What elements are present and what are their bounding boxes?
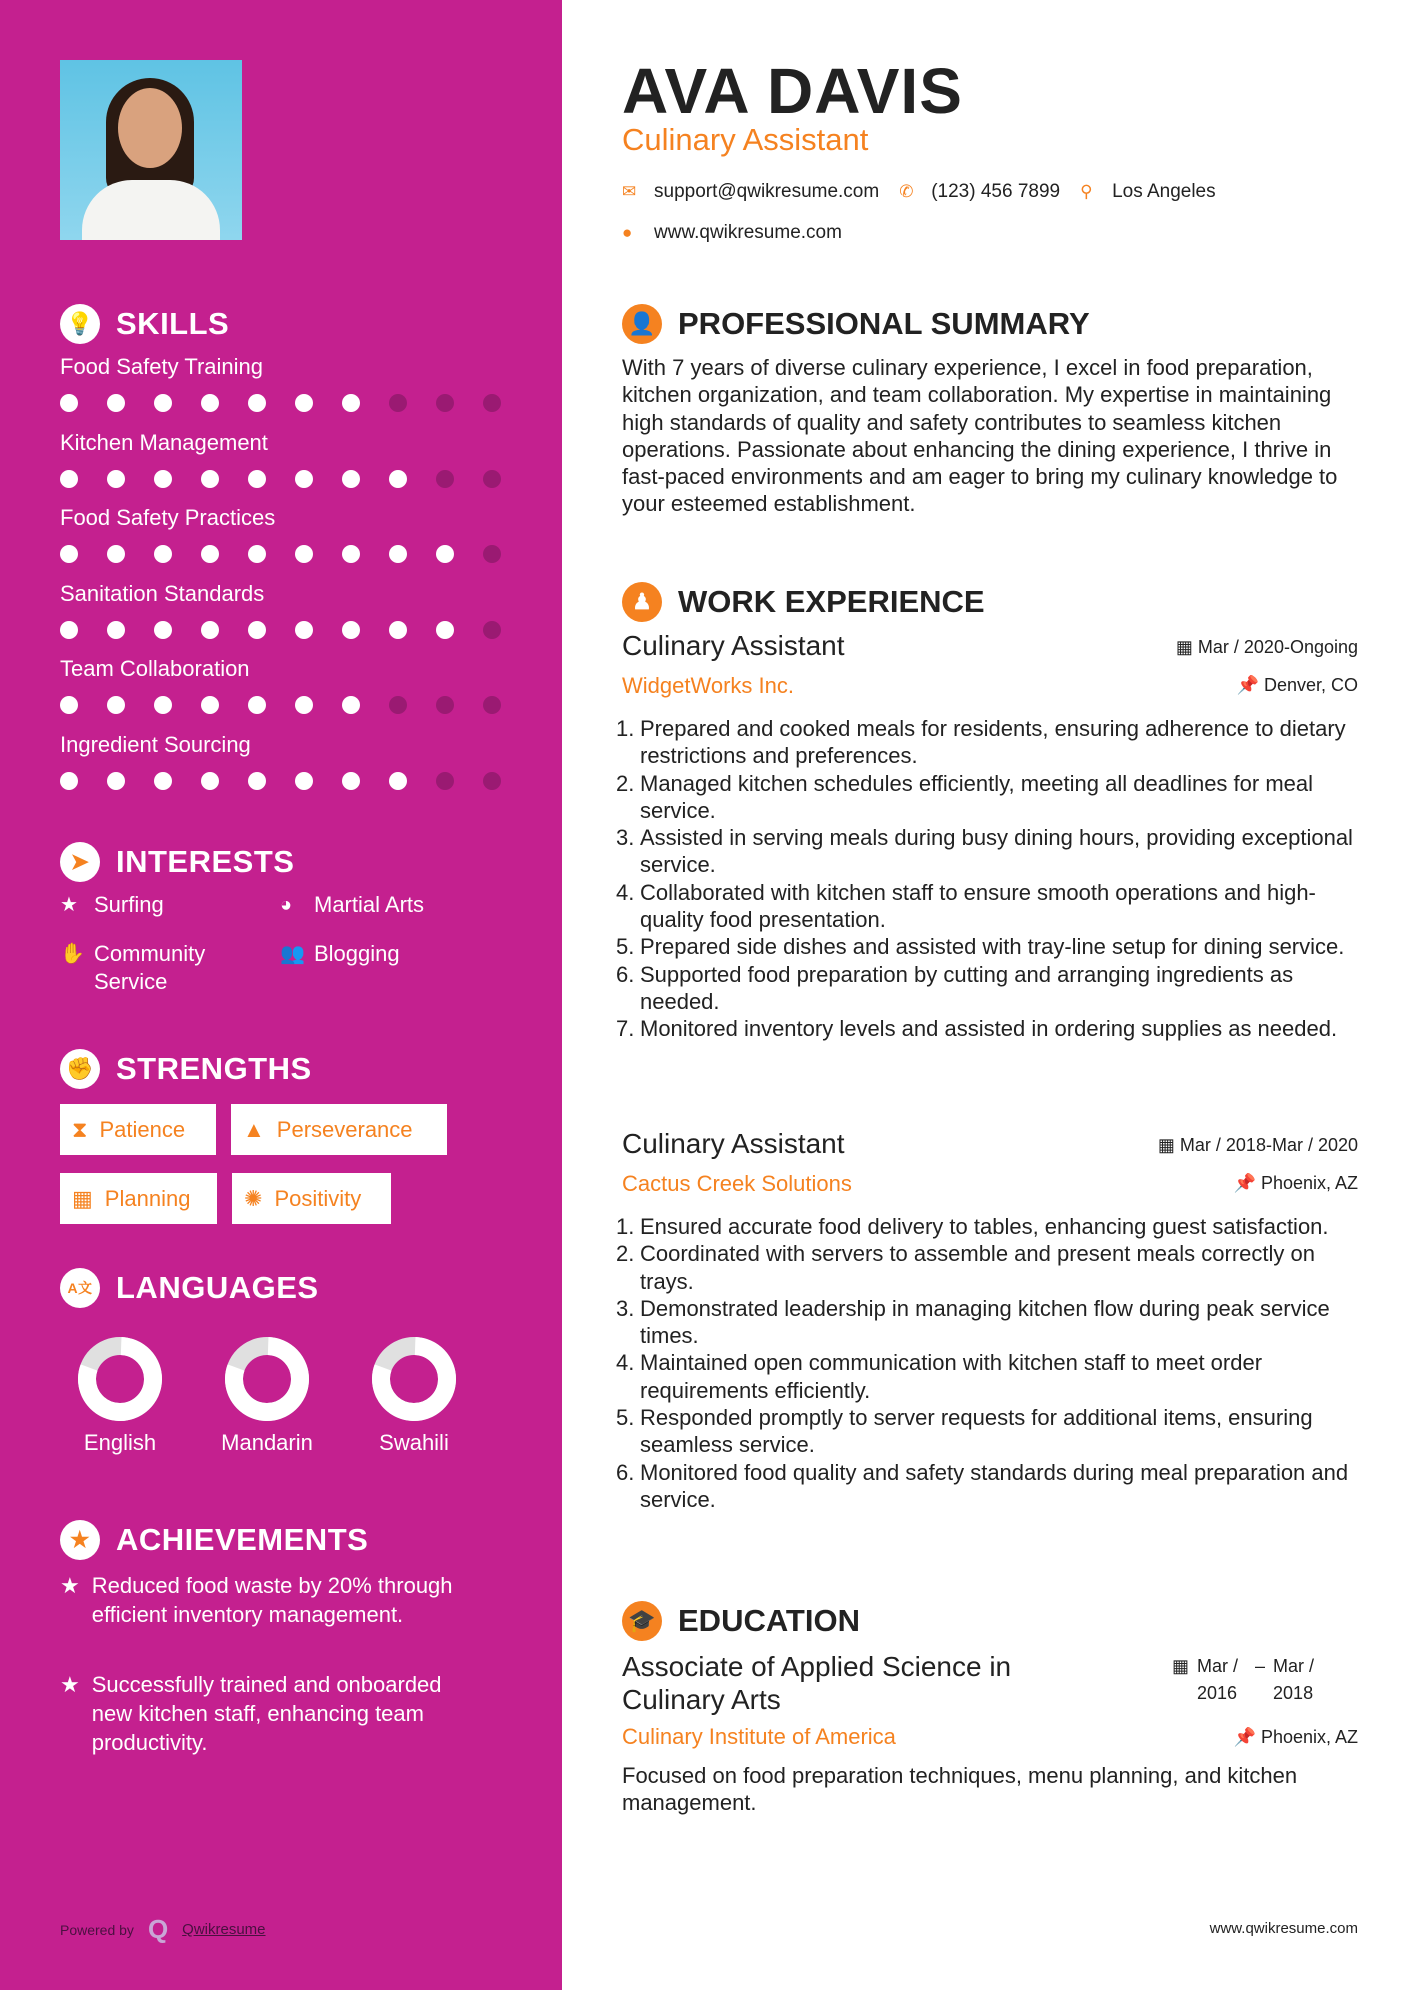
interest-label: Surfing bbox=[94, 892, 164, 917]
name bbox=[622, 54, 1358, 128]
job-dates: ▦ Mar / 2018-Mar / 2020 bbox=[1157, 1135, 1358, 1155]
job-bullets bbox=[616, 1213, 1358, 1513]
languages-heading bbox=[60, 1268, 319, 1308]
skill-dot bbox=[483, 772, 501, 790]
strength-chip bbox=[232, 1173, 391, 1224]
skill-label: Ingredient Sourcing bbox=[60, 731, 251, 757]
strengths-heading bbox=[60, 1049, 312, 1089]
job-bullet: 2. Managed kitchen schedules efficiently, meeting all deadlines for meal service. bbox=[616, 770, 1314, 823]
qwikresume-logo-icon: Q bbox=[147, 1914, 169, 1944]
job-bullet: 6. Supported food preparation by cutting and arranging ingredients as needed. bbox=[616, 961, 1294, 1014]
user-icon: 👤 bbox=[622, 304, 662, 344]
job-bullet: 6. Monitored food quality and safety standards during meal preparation and service. bbox=[616, 1459, 1349, 1512]
powered-by bbox=[60, 1914, 266, 1945]
company: Cactus Creek Solutions bbox=[622, 1171, 852, 1196]
skill-dot bbox=[295, 394, 313, 412]
skill-dot bbox=[483, 394, 501, 412]
skill-dot bbox=[60, 621, 78, 639]
skill-rating bbox=[60, 545, 501, 563]
skill-dot bbox=[60, 394, 78, 412]
skill-dot bbox=[107, 621, 125, 639]
graduate-icon: 🎓 bbox=[622, 1601, 662, 1641]
fist-icon: ✊ bbox=[60, 1049, 100, 1089]
education-location bbox=[1234, 1727, 1358, 1748]
skill-dot bbox=[248, 545, 266, 563]
company: WidgetWorks Inc. bbox=[622, 673, 794, 698]
achievement-text: Reduced food waste by 20% through efficient inventory management. bbox=[91, 1573, 453, 1627]
skill-dot bbox=[342, 621, 360, 639]
skill-dot bbox=[483, 621, 501, 639]
skill-dot bbox=[154, 696, 172, 714]
skill-label: Food Safety Practices bbox=[60, 505, 276, 530]
job-bullet: 5. Responded promptly to server requests for additional items, ensuring seamless service. bbox=[616, 1405, 1313, 1458]
job-bullets bbox=[616, 715, 1358, 1043]
email[interactable]: support@qwikresume.com bbox=[654, 181, 880, 202]
skill-dot bbox=[201, 470, 219, 488]
sidebar bbox=[0, 0, 562, 1990]
experience-title: WORK EXPERIENCE bbox=[678, 584, 985, 619]
language-donut bbox=[222, 1334, 312, 1424]
job-bullet: 7. Monitored inventory levels and assisted in ordering supplies as needed. bbox=[616, 1016, 1338, 1042]
calendar-icon: ▦ bbox=[1172, 1656, 1190, 1676]
pin-icon: 📌 bbox=[1233, 1727, 1261, 1747]
strength-label: Patience bbox=[99, 1116, 186, 1142]
language-label: Mandarin bbox=[221, 1430, 313, 1455]
skill-dot bbox=[107, 772, 125, 790]
profile-photo bbox=[60, 60, 242, 240]
interests-title: INTERESTS bbox=[116, 844, 295, 879]
calendar-icon: ▦ bbox=[1175, 637, 1198, 657]
sun-icon: ✺ bbox=[244, 1185, 263, 1211]
skill-dot bbox=[201, 621, 219, 639]
interests-heading bbox=[60, 842, 294, 882]
skill-dot bbox=[295, 772, 313, 790]
job-bullet: 2. Coordinated with servers to assemble and present meals correctly on trays. bbox=[616, 1241, 1315, 1294]
envelope-icon: ✉ bbox=[622, 182, 637, 201]
road-icon: ▲ bbox=[243, 1116, 265, 1142]
translate-icon: A文 bbox=[60, 1268, 100, 1308]
languages-title: LANGUAGES bbox=[116, 1270, 319, 1305]
full-name: AVA DAVIS bbox=[622, 55, 963, 127]
location-text: Phoenix, AZ bbox=[1260, 1727, 1358, 1747]
interest-label: Martial Arts bbox=[314, 892, 425, 917]
strength-label: Positivity bbox=[274, 1185, 362, 1211]
start-date: Mar / 2016 bbox=[1197, 1656, 1239, 1703]
job-title: Culinary Assistant bbox=[622, 1128, 845, 1159]
skill-dot bbox=[154, 394, 172, 412]
skill-dot bbox=[154, 772, 172, 790]
skill-dot bbox=[201, 394, 219, 412]
calendar-icon: ▦ bbox=[1157, 1135, 1180, 1155]
summary-title: PROFESSIONAL SUMMARY bbox=[678, 306, 1090, 341]
skill-dot bbox=[483, 696, 501, 714]
skill-dot bbox=[295, 545, 313, 563]
skill-dot bbox=[389, 621, 407, 639]
skill-rating bbox=[60, 394, 501, 412]
skill-dot bbox=[436, 696, 454, 714]
skill-dot bbox=[389, 772, 407, 790]
skills-title: SKILLS bbox=[116, 306, 230, 341]
job-bullet: 1. Prepared and cooked meals for residents, ensuring adherence to dietary restrictions and preferences. bbox=[616, 716, 1346, 769]
skill-dot bbox=[342, 394, 360, 412]
summary-text: With 7 years of diverse culinary experience, I excel in food preparation, kitchen organization, and team collaboration. My expertise in maintaining high standards of quality and safety contributes to seamless kitchen operations. Passionate about enhancing the dining experience, I thrive in fast-paced environments and am eager to bring my culinary knowledge to your esteemed establishment. bbox=[622, 355, 1338, 517]
interest-item bbox=[60, 940, 260, 996]
skill-dot bbox=[483, 470, 501, 488]
skill-dot bbox=[389, 470, 407, 488]
skill-dot bbox=[436, 470, 454, 488]
skill-dot bbox=[107, 545, 125, 563]
skill-dot bbox=[342, 696, 360, 714]
skill-dot bbox=[60, 545, 78, 563]
contact-row bbox=[622, 181, 1216, 203]
language-label: Swahili bbox=[379, 1430, 449, 1455]
skill-dot bbox=[342, 772, 360, 790]
skill-dot bbox=[248, 621, 266, 639]
brand-link[interactable]: Qwikresume bbox=[182, 1921, 266, 1938]
summary-heading bbox=[622, 304, 1358, 344]
skill-rating bbox=[60, 470, 501, 488]
strength-chip bbox=[60, 1173, 217, 1224]
paper-plane-icon: ➤ bbox=[60, 842, 100, 882]
star-icon: ★ bbox=[60, 1672, 80, 1697]
job-bullet: 3. Demonstrated leadership in managing kitchen flow during peak service times. bbox=[616, 1295, 1330, 1349]
skill-dot bbox=[60, 696, 78, 714]
skill-dot bbox=[248, 696, 266, 714]
skill-dot bbox=[295, 621, 313, 639]
skill-rating bbox=[60, 696, 501, 714]
skill-dot bbox=[436, 545, 454, 563]
skill-dot bbox=[201, 772, 219, 790]
skill-dot bbox=[389, 394, 407, 412]
skill-dot bbox=[154, 621, 172, 639]
job-bullet: 1. Ensured accurate food delivery to tables, enhancing guest satisfaction. bbox=[616, 1214, 1329, 1239]
language-donut bbox=[75, 1334, 165, 1424]
skill-dot bbox=[389, 545, 407, 563]
job-bullet: 4. Collaborated with kitchen staff to ensure smooth operations and high-quality food presentation. bbox=[616, 879, 1316, 933]
skill-dot bbox=[295, 470, 313, 488]
star-icon: ★ bbox=[60, 894, 78, 916]
skill-label: Kitchen Management bbox=[60, 429, 268, 455]
skill-dot bbox=[201, 545, 219, 563]
interest-item bbox=[280, 940, 400, 968]
job-bullet: 4. Maintained open communication with kitchen staff to meet order requirements efficiently. bbox=[616, 1350, 1263, 1403]
job-bullet: 5. Prepared side dishes and assisted with tray-line setup for dining service. bbox=[616, 934, 1345, 960]
skill-dot bbox=[436, 772, 454, 790]
skill-dot bbox=[248, 394, 266, 412]
achievement-item bbox=[60, 1571, 460, 1629]
strength-label: Perseverance bbox=[276, 1116, 413, 1142]
hand-icon: ✋ bbox=[60, 943, 85, 965]
interest-item bbox=[280, 891, 424, 919]
footer-website[interactable]: www.qwikresume.com bbox=[1209, 1920, 1358, 1937]
skill-dot bbox=[60, 470, 78, 488]
education-dates: ▦ Mar / 2016 – Mar / 2018 bbox=[1172, 1653, 1323, 1707]
skill-dot bbox=[201, 696, 219, 714]
interest-label: Community Service bbox=[94, 941, 206, 994]
job-dates: ▦ Mar / 2020-Ongoing bbox=[1175, 637, 1358, 657]
phone-icon: ✆ bbox=[899, 182, 914, 201]
map-pin-icon: ⚲ bbox=[1080, 182, 1093, 201]
skill-dot bbox=[295, 696, 313, 714]
language-donut bbox=[369, 1334, 459, 1424]
skill-dot bbox=[248, 470, 266, 488]
education-heading bbox=[622, 1601, 1358, 1641]
achievement-text: Successfully trained and onboarded new kitchen staff, enhancing team productivity. bbox=[91, 1672, 442, 1755]
lightbulb-icon: 💡 bbox=[60, 304, 100, 344]
star-icon: ★ bbox=[60, 1573, 80, 1598]
skill-dot bbox=[389, 696, 407, 714]
interest-label: Blogging bbox=[314, 941, 400, 966]
skill-dot bbox=[342, 545, 360, 563]
school: Culinary Institute of America bbox=[622, 1724, 896, 1749]
strengths-title: STRENGTHS bbox=[116, 1051, 312, 1086]
hourglass-icon: ⧗ bbox=[72, 1116, 88, 1142]
achievements-heading bbox=[60, 1520, 368, 1560]
skill-dot bbox=[107, 696, 125, 714]
website-row bbox=[622, 222, 842, 244]
skill-dot bbox=[436, 621, 454, 639]
skill-dot bbox=[436, 394, 454, 412]
degree: Associate of Applied Science in Culinary Arts bbox=[622, 1651, 1012, 1715]
phone: (123) 456 7899 bbox=[931, 181, 1061, 202]
skill-dot bbox=[154, 470, 172, 488]
end-date: Mar / 2018 bbox=[1273, 1656, 1315, 1703]
pin-icon: 📌 bbox=[1236, 675, 1264, 695]
interest-item bbox=[60, 891, 164, 919]
job-location: 📌 Phoenix, AZ bbox=[1233, 1173, 1358, 1193]
star-badge-icon: ★ bbox=[60, 1520, 100, 1560]
skill-dot bbox=[107, 394, 125, 412]
skill-dot bbox=[107, 470, 125, 488]
skill-dot bbox=[248, 772, 266, 790]
skill-rating bbox=[60, 772, 501, 790]
language-label: English bbox=[83, 1430, 157, 1455]
globe-icon: ◕ bbox=[280, 894, 293, 916]
achievement-item bbox=[60, 1670, 460, 1757]
education-description: Focused on food preparation techniques, menu planning, and kitchen management. bbox=[622, 1763, 1298, 1816]
pin-icon: 📌 bbox=[1233, 1173, 1261, 1193]
job-location: 📌 Denver, CO bbox=[1236, 675, 1358, 695]
strength-chip bbox=[231, 1104, 447, 1155]
users-icon: 👥 bbox=[280, 943, 305, 965]
job-title: Culinary Assistant bbox=[622, 122, 869, 157]
website[interactable]: www.qwikresume.com bbox=[654, 222, 842, 243]
skill-dot bbox=[60, 772, 78, 790]
briefcase-icon: ♟ bbox=[622, 582, 662, 622]
job-title: Culinary Assistant bbox=[622, 630, 845, 661]
job-bullet: 3. Assisted in serving meals during busy dining hours, providing exceptional service. bbox=[616, 825, 1353, 878]
education-title: EDUCATION bbox=[678, 1603, 860, 1638]
skill-dot bbox=[154, 545, 172, 563]
skill-label: Food Safety Training bbox=[60, 354, 264, 379]
location: Los Angeles bbox=[1112, 181, 1216, 202]
skill-dot bbox=[483, 545, 501, 563]
strength-label: Planning bbox=[104, 1185, 191, 1211]
calendar-icon: ▦ bbox=[72, 1185, 93, 1211]
skill-label: Team Collaboration bbox=[60, 656, 250, 681]
strength-chip bbox=[60, 1104, 216, 1155]
achievements-title: ACHIEVEMENTS bbox=[116, 1522, 369, 1557]
skill-dot bbox=[342, 470, 360, 488]
powered-label: Powered by bbox=[60, 1921, 134, 1938]
skill-rating bbox=[60, 621, 501, 639]
experience-heading bbox=[622, 582, 1358, 622]
globe-icon: ● bbox=[622, 223, 633, 242]
skill-label: Sanitation Standards bbox=[60, 580, 265, 606]
skills-heading bbox=[60, 304, 229, 344]
